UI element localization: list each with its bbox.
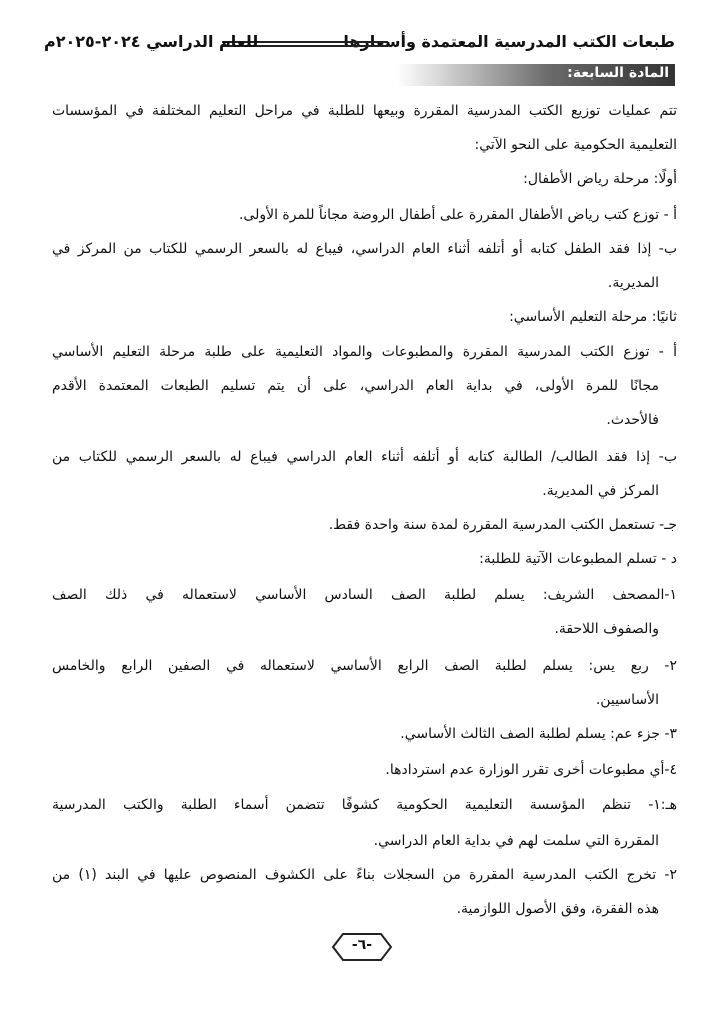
list-item: أ - توزع كتب رياض الأطفال المقررة على أطفال الروضة مجاناً للمرة الأولى. (238, 207, 677, 223)
section-title: المادة السابعة: (567, 65, 669, 81)
header-book-title: طبعات الكتب المدرسية المعتمدة وأسعارها (343, 32, 675, 51)
list-item: ب- إذا فقد الطالب/ الطالبة كتابه أو أتلفه أثناء العام الدراسي فيباع له بالسعر الرسمي للكتاب من (52, 449, 677, 465)
page-number-label: -٦- (351, 937, 373, 953)
list-item-continuation: المديرية. (607, 275, 659, 291)
running-header (44, 30, 675, 58)
paragraph-line: التعليمية الحكومية على النحو الآتي: (474, 137, 677, 153)
subheading: أولًا: مرحلة رياض الأطفال: (523, 171, 677, 187)
header-school-year: للعام الدراسي ٢٠٢٤-٢٠٢٥م (44, 32, 259, 51)
list-item: ٤-أي مطبوعات أخرى تقرر الوزارة عدم استردادها. (385, 762, 677, 778)
list-item-continuation: والصفوف اللاحقة. (554, 621, 659, 637)
page-number (331, 932, 393, 962)
list-item: ٣- جزء عم: يسلم لطلبة الصف الثالث الأساسي. (400, 726, 677, 742)
list-item: هـ:١- تنظم المؤسسة التعليمية الحكومية كشوفًا تتضمن أسماء الطلبة والكتب المدرسية (52, 797, 677, 813)
list-item-continuation: هذه الفقرة، وفق الأصول اللوازمية. (456, 901, 659, 917)
list-item: ب- إذا فقد الطفل كتابه أو أتلفه أثناء العام الدراسي، فيباع له بالسعر الرسمي للكتاب من المركز في (52, 241, 677, 257)
list-item: ٢- ربع يس: يسلم لطلبة الصف الرابع الأساسي لاستعماله في الصفين الرابع والخامس (52, 658, 677, 674)
paragraph-line: تتم عمليات توزيع الكتب المدرسية المقررة وبيعها للطلبة في مراحل التعليم المختلفة في المؤسسات (52, 103, 677, 119)
list-item-continuation: فالأحدث. (606, 412, 659, 428)
list-item-continuation: مجانًا للمرة الأولى، في بداية العام الدراسي، على أن يتم تسليم الطبعات المعتمدة الأقدم (52, 378, 659, 394)
list-item: ٢- تخرج الكتب المدرسية المقررة من السجلات بناءً على الكشوف المنصوص عليها في البند (١) من (52, 867, 677, 883)
list-item: د - تسلم المطبوعات الآتية للطلبة: (479, 551, 677, 567)
list-item-continuation: المركز في المديرية. (542, 483, 659, 499)
list-item: ١-المصحف الشريف: يسلم لطلبة الصف السادس الأساسي لاستعماله في ذلك الصف (52, 587, 677, 603)
list-item-continuation: الأساسيين. (595, 692, 659, 708)
list-item-continuation: المقررة التي سلمت لهم في بداية العام الدراسي. (373, 833, 659, 849)
list-item: أ - توزع الكتب المدرسية المقررة والمطبوعات والمواد التعليمية على طلبة مرحلة التعليم الأساسي (52, 344, 677, 360)
list-item: جـ- تستعمل الكتب المدرسية المقررة لمدة سنة واحدة فقط. (328, 517, 677, 533)
section-heading-bar (396, 64, 675, 86)
subheading: ثانيًا: مرحلة التعليم الأساسي: (509, 309, 677, 325)
